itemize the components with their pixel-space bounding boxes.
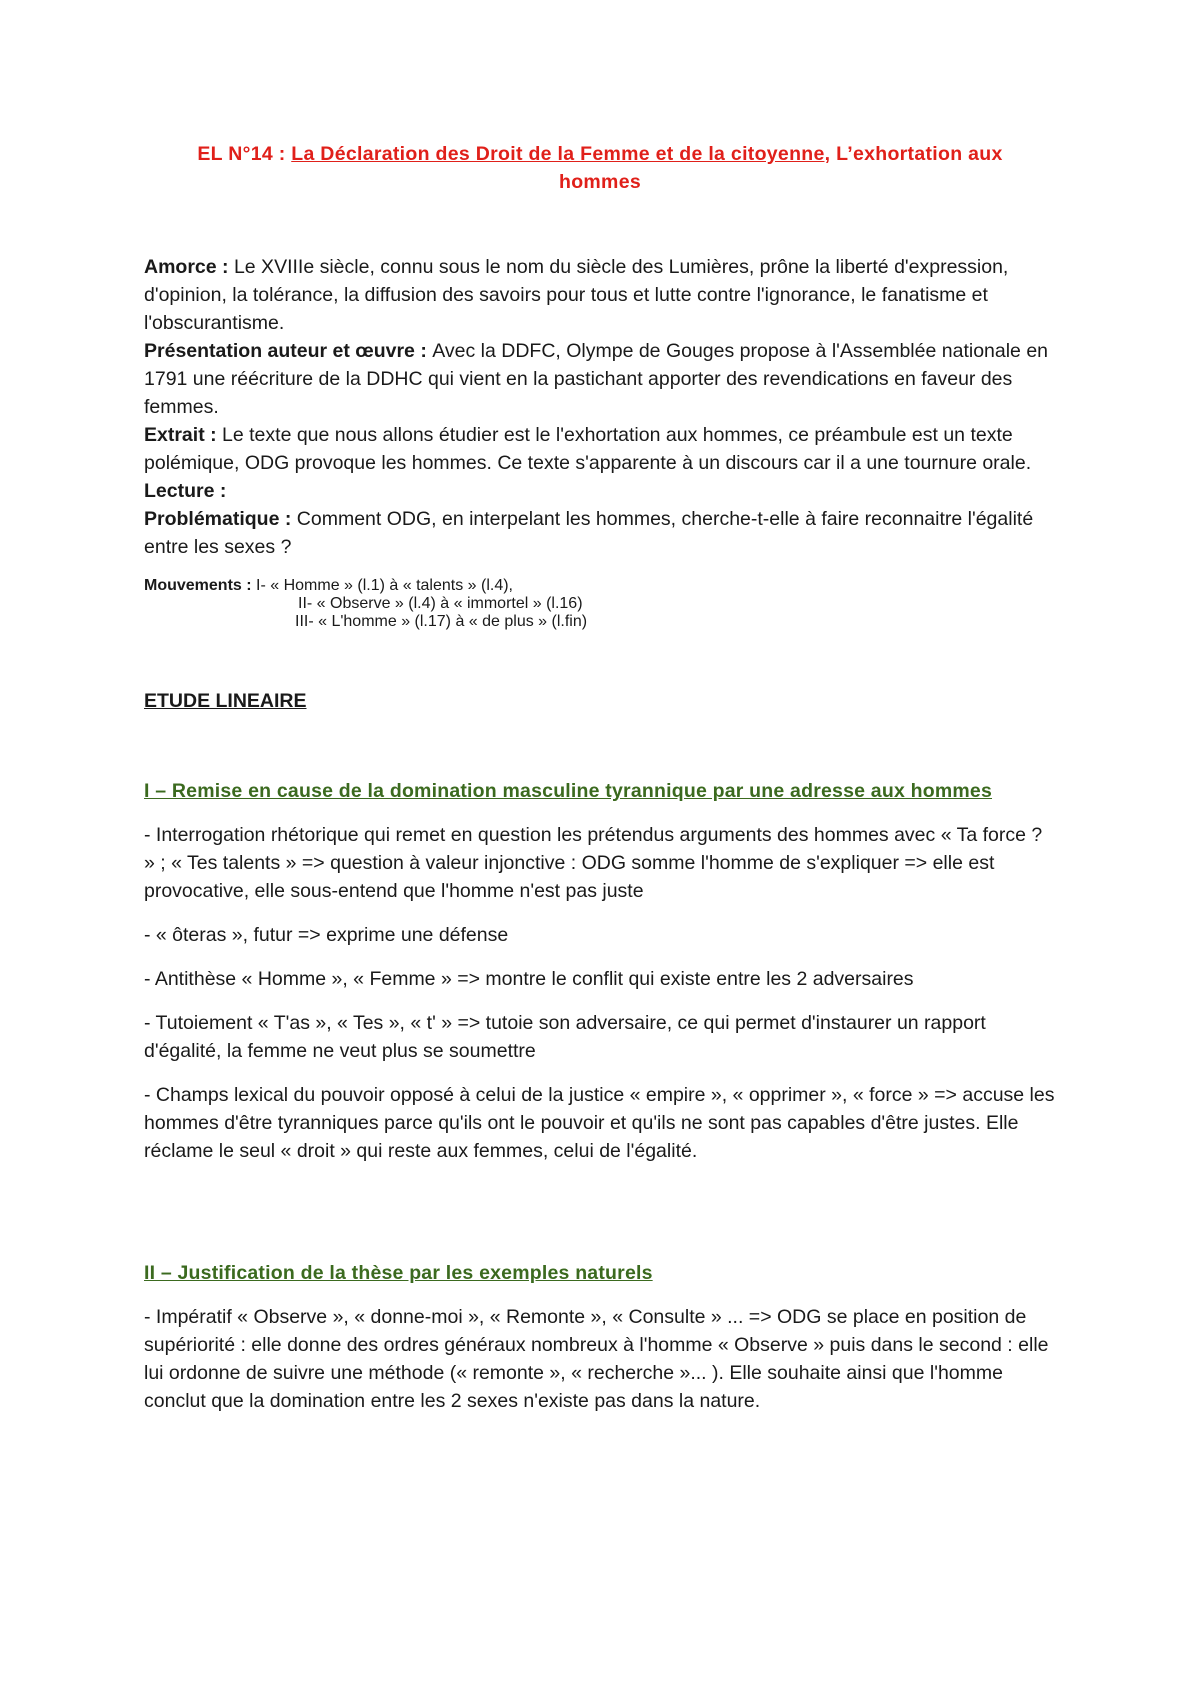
section-1-bullet: - Tutoiement « T'as », « Tes », « t' » => tutoie son adversaire, ce qui permet d'instaurer un rapport d'égalité, la femme ne veut plus se soumettre — [144, 1012, 986, 1062]
amorce-text: Le XVIIIe siècle, connu sous le nom du siècle des Lumières, prône la liberté d'expression, d'opinion, la tolérance, la diffusion des savoirs pour tous et lutte contre l'ignorance, le fanatisme et l'obscurantisme. — [144, 256, 1009, 334]
mouvement-item: III- « L'homme » (l.17) à « de plus » (l.fin) — [295, 613, 588, 630]
section-1-title: I – Remise en cause de la domination masculine tyrannique par une adresse aux hommes — [144, 780, 993, 802]
section-1 — [144, 777, 1056, 1165]
presentation-paragraph — [144, 337, 1056, 421]
lecture-label: Lecture : — [144, 480, 227, 502]
title-prefix: EL N°14 : — [197, 143, 292, 165]
mouvements-label: Mouvements : — [144, 577, 257, 594]
mouvement-item: II- « Observe » (l.4) à « immortel » (l.16) — [298, 595, 583, 612]
extrait-label: Extrait : — [144, 424, 223, 446]
problematique-text: Comment ODG, en interpelant les hommes, cherche-t-elle à faire reconnaitre l'égalité entre les sexes ? — [144, 508, 1034, 558]
presentation-label: Présentation auteur et œuvre : — [144, 340, 433, 362]
section-1-bullet: - « ôteras », futur => exprime une défense — [144, 924, 509, 946]
mouvement-row-1 — [144, 577, 1056, 595]
amorce-paragraph — [144, 253, 1056, 337]
mouvement-item: I- « Homme » (l.1) à « talents » (l.4), — [256, 577, 513, 594]
section-1-bullet: - Interrogation rhétorique qui remet en question les prétendus arguments des hommes avec « Ta force ? » ; « Tes talents » => question à valeur injonctive : ODG somme l'homme de s'expliquer => elle est provocative, elle sous-entend que l'homme n'est pas juste — [144, 824, 1043, 902]
section-2-bullet: - Impératif « Observe », « donne-moi », « Remonte », « Consulte » ... => ODG se place en position de supériorité : elle donne des ordres généraux nombreux à l'homme « Observe » puis dans le second : elle lui ordonne de suivre une méthode (« remonte », « recherche »... ). Elle souhaite ainsi que l'homme conclut que la domination entre les 2 sexes n'existe pas dans la nature. — [144, 1306, 1049, 1412]
lecture-paragraph — [144, 477, 1056, 505]
problematique-paragraph — [144, 505, 1056, 561]
amorce-label: Amorce : — [144, 256, 234, 278]
document-title — [164, 140, 1036, 196]
mouvements — [144, 577, 1056, 631]
problematique-label: Problématique : — [144, 508, 297, 530]
section-1-bullet: - Antithèse « Homme », « Femme » => montre le conflit qui existe entre les 2 adversaires — [144, 968, 914, 990]
title-work: La Déclaration des Droit de la Femme et de la citoyenne, — [291, 143, 831, 165]
title-suffix: L’exhortation aux hommes — [559, 143, 1003, 193]
introduction — [144, 253, 1056, 561]
extrait-paragraph — [144, 421, 1056, 477]
section-2 — [144, 1259, 1056, 1415]
presentation-text: Avec la DDFC, Olympe de Gouges propose à l'Assemblée nationale en 1791 une réécriture de la DDHC qui vient en la pastichant apporter des revendications en faveur des femmes. — [144, 340, 1049, 418]
etude-lineaire-heading: ETUDE LINEAIRE — [144, 690, 307, 712]
section-2-title: II – Justification de la thèse par les exemples naturels — [144, 1262, 653, 1284]
section-1-bullet: - Champs lexical du pouvoir opposé à celui de la justice « empire », « opprimer », « force » => accuse les hommes d'être tyranniques parce qu'ils ont le pouvoir et qu'ils ne sont pas capables d'être justes. Elle réclame le seul « droit » qui reste aux femmes, celui de l'égalité. — [144, 1084, 1055, 1162]
extrait-text: Le texte que nous allons étudier est le l'exhortation aux hommes, ce préambule est un texte polémique, ODG provoque les hommes. Ce texte s'apparente à un discours car il a une tournure orale. — [144, 424, 1032, 474]
document-page — [144, 140, 1056, 1415]
